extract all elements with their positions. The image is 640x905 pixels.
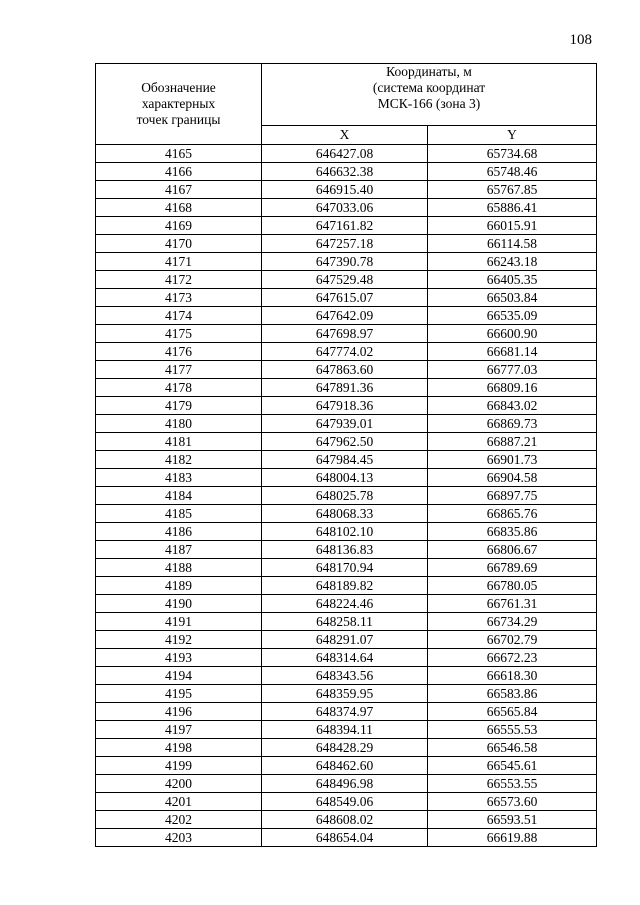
table-row <box>96 307 597 325</box>
table-row <box>96 361 597 379</box>
table-row <box>96 451 597 469</box>
y-coordinate-cell: 66573.60 <box>428 793 597 811</box>
point-id-cell: 4184 <box>96 487 262 505</box>
y-coordinate-cell: 66897.75 <box>428 487 597 505</box>
point-id-cell: 4183 <box>96 469 262 487</box>
point-id-cell: 4172 <box>96 271 262 289</box>
x-coordinate-cell: 647033.06 <box>262 199 428 217</box>
y-coordinate-cell: 66901.73 <box>428 451 597 469</box>
point-id-cell: 4177 <box>96 361 262 379</box>
table-row <box>96 271 597 289</box>
point-id-cell: 4173 <box>96 289 262 307</box>
table-row <box>96 631 597 649</box>
table-row <box>96 793 597 811</box>
table-row <box>96 523 597 541</box>
x-coordinate-cell: 648004.13 <box>262 469 428 487</box>
y-coordinate-cell: 66555.53 <box>428 721 597 739</box>
x-coordinate-cell: 648374.97 <box>262 703 428 721</box>
y-coordinate-cell: 65886.41 <box>428 199 597 217</box>
x-coordinate-cell: 648608.02 <box>262 811 428 829</box>
table-row <box>96 685 597 703</box>
y-coordinate-cell: 65767.85 <box>428 181 597 199</box>
y-coordinate-cell: 66618.30 <box>428 667 597 685</box>
point-id-cell: 4168 <box>96 199 262 217</box>
table-row <box>96 757 597 775</box>
y-coordinate-cell: 66565.84 <box>428 703 597 721</box>
point-id-cell: 4176 <box>96 343 262 361</box>
y-column-header: Y <box>428 125 597 144</box>
point-id-cell: 4201 <box>96 793 262 811</box>
x-coordinate-cell: 647918.36 <box>262 397 428 415</box>
x-coordinate-cell: 648170.94 <box>262 559 428 577</box>
table-row <box>96 703 597 721</box>
x-coordinate-cell: 648258.11 <box>262 613 428 631</box>
x-coordinate-cell: 647774.02 <box>262 343 428 361</box>
x-coordinate-cell: 648428.29 <box>262 739 428 757</box>
point-id-cell: 4179 <box>96 397 262 415</box>
table-row <box>96 217 597 235</box>
x-coordinate-cell: 648654.04 <box>262 829 428 847</box>
y-coordinate-cell: 66619.88 <box>428 829 597 847</box>
y-coordinate-cell: 65748.46 <box>428 163 597 181</box>
table-row <box>96 559 597 577</box>
y-coordinate-cell: 65734.68 <box>428 145 597 163</box>
x-coordinate-cell: 648102.10 <box>262 523 428 541</box>
table-row <box>96 595 597 613</box>
y-coordinate-cell: 66583.86 <box>428 685 597 703</box>
x-coordinate-cell: 648224.46 <box>262 595 428 613</box>
point-id-cell: 4178 <box>96 379 262 397</box>
coordinates-table-body <box>96 145 597 847</box>
x-coordinate-cell: 647615.07 <box>262 289 428 307</box>
y-coordinate-cell: 66546.58 <box>428 739 597 757</box>
table-row <box>96 505 597 523</box>
table-row <box>96 181 597 199</box>
table-row <box>96 343 597 361</box>
table-row <box>96 289 597 307</box>
y-coordinate-cell: 66869.73 <box>428 415 597 433</box>
table-row <box>96 253 597 271</box>
x-coordinate-cell: 647863.60 <box>262 361 428 379</box>
table-row <box>96 811 597 829</box>
x-coordinate-cell: 648025.78 <box>262 487 428 505</box>
x-coordinate-cell: 648394.11 <box>262 721 428 739</box>
coordinates-table <box>95 63 597 847</box>
x-coordinate-cell: 646427.08 <box>262 145 428 163</box>
point-id-cell: 4199 <box>96 757 262 775</box>
y-coordinate-cell: 66780.05 <box>428 577 597 595</box>
y-coordinate-cell: 66809.16 <box>428 379 597 397</box>
point-id-cell: 4192 <box>96 631 262 649</box>
point-id-cell: 4186 <box>96 523 262 541</box>
table-row <box>96 469 597 487</box>
table-row <box>96 829 597 847</box>
table-row <box>96 199 597 217</box>
point-id-cell: 4196 <box>96 703 262 721</box>
x-coordinate-cell: 648549.06 <box>262 793 428 811</box>
x-coordinate-cell: 648496.98 <box>262 775 428 793</box>
y-coordinate-cell: 66243.18 <box>428 253 597 271</box>
x-coordinate-cell: 648343.56 <box>262 667 428 685</box>
table-row <box>96 163 597 181</box>
y-coordinate-cell: 66865.76 <box>428 505 597 523</box>
point-id-cell: 4188 <box>96 559 262 577</box>
point-id-cell: 4197 <box>96 721 262 739</box>
table-row <box>96 487 597 505</box>
y-coordinate-cell: 66535.09 <box>428 307 597 325</box>
point-id-cell: 4195 <box>96 685 262 703</box>
y-coordinate-cell: 66405.35 <box>428 271 597 289</box>
y-coordinate-cell: 66553.55 <box>428 775 597 793</box>
table-row <box>96 721 597 739</box>
y-coordinate-cell: 66702.79 <box>428 631 597 649</box>
x-coordinate-cell: 646632.38 <box>262 163 428 181</box>
table-row <box>96 613 597 631</box>
point-designation-header: Обозначение характерных точек границы <box>96 64 262 145</box>
x-coordinate-cell: 648068.33 <box>262 505 428 523</box>
table-row <box>96 739 597 757</box>
y-coordinate-cell: 66593.51 <box>428 811 597 829</box>
x-coordinate-cell: 647962.50 <box>262 433 428 451</box>
point-id-cell: 4169 <box>96 217 262 235</box>
y-coordinate-cell: 66503.84 <box>428 289 597 307</box>
point-id-cell: 4180 <box>96 415 262 433</box>
point-id-cell: 4193 <box>96 649 262 667</box>
x-coordinate-cell: 647529.48 <box>262 271 428 289</box>
point-id-cell: 4171 <box>96 253 262 271</box>
point-id-cell: 4167 <box>96 181 262 199</box>
point-id-cell: 4200 <box>96 775 262 793</box>
table-row <box>96 397 597 415</box>
table-row <box>96 379 597 397</box>
table-row <box>96 145 597 163</box>
y-coordinate-cell: 66734.29 <box>428 613 597 631</box>
x-coordinate-cell: 647939.01 <box>262 415 428 433</box>
point-id-cell: 4165 <box>96 145 262 163</box>
table-row <box>96 235 597 253</box>
y-coordinate-cell: 66672.23 <box>428 649 597 667</box>
point-id-cell: 4181 <box>96 433 262 451</box>
x-coordinate-cell: 648359.95 <box>262 685 428 703</box>
table-row <box>96 649 597 667</box>
y-coordinate-cell: 66887.21 <box>428 433 597 451</box>
x-coordinate-cell: 648136.83 <box>262 541 428 559</box>
x-coordinate-cell: 648189.82 <box>262 577 428 595</box>
table-row <box>96 577 597 595</box>
point-id-cell: 4189 <box>96 577 262 595</box>
x-coordinate-cell: 647642.09 <box>262 307 428 325</box>
point-id-cell: 4202 <box>96 811 262 829</box>
point-id-cell: 4185 <box>96 505 262 523</box>
coordinates-header: Координаты, м (система координат МСК-166 (зона 3) <box>262 64 597 126</box>
point-id-cell: 4187 <box>96 541 262 559</box>
x-coordinate-cell: 648291.07 <box>262 631 428 649</box>
point-id-cell: 4194 <box>96 667 262 685</box>
table-row <box>96 415 597 433</box>
x-coordinate-cell: 647984.45 <box>262 451 428 469</box>
x-column-header: X <box>262 125 428 144</box>
table-row <box>96 541 597 559</box>
point-id-cell: 4174 <box>96 307 262 325</box>
y-coordinate-cell: 66806.67 <box>428 541 597 559</box>
x-coordinate-cell: 647257.18 <box>262 235 428 253</box>
point-id-cell: 4203 <box>96 829 262 847</box>
y-coordinate-cell: 66015.91 <box>428 217 597 235</box>
table-row <box>96 325 597 343</box>
point-id-cell: 4191 <box>96 613 262 631</box>
table-row <box>96 433 597 451</box>
x-coordinate-cell: 646915.40 <box>262 181 428 199</box>
x-coordinate-cell: 648314.64 <box>262 649 428 667</box>
x-coordinate-cell: 647161.82 <box>262 217 428 235</box>
x-coordinate-cell: 647891.36 <box>262 379 428 397</box>
x-coordinate-cell: 648462.60 <box>262 757 428 775</box>
y-coordinate-cell: 66835.86 <box>428 523 597 541</box>
y-coordinate-cell: 66545.61 <box>428 757 597 775</box>
page-number: 108 <box>569 32 592 48</box>
y-coordinate-cell: 66681.14 <box>428 343 597 361</box>
point-id-cell: 4175 <box>96 325 262 343</box>
table-row <box>96 775 597 793</box>
y-coordinate-cell: 66761.31 <box>428 595 597 613</box>
x-coordinate-cell: 647390.78 <box>262 253 428 271</box>
point-id-cell: 4198 <box>96 739 262 757</box>
y-coordinate-cell: 66904.58 <box>428 469 597 487</box>
y-coordinate-cell: 66777.03 <box>428 361 597 379</box>
table-row <box>96 667 597 685</box>
y-coordinate-cell: 66843.02 <box>428 397 597 415</box>
y-coordinate-cell: 66114.58 <box>428 235 597 253</box>
point-id-cell: 4170 <box>96 235 262 253</box>
point-id-cell: 4182 <box>96 451 262 469</box>
x-coordinate-cell: 647698.97 <box>262 325 428 343</box>
y-coordinate-cell: 66600.90 <box>428 325 597 343</box>
point-id-cell: 4166 <box>96 163 262 181</box>
point-id-cell: 4190 <box>96 595 262 613</box>
y-coordinate-cell: 66789.69 <box>428 559 597 577</box>
